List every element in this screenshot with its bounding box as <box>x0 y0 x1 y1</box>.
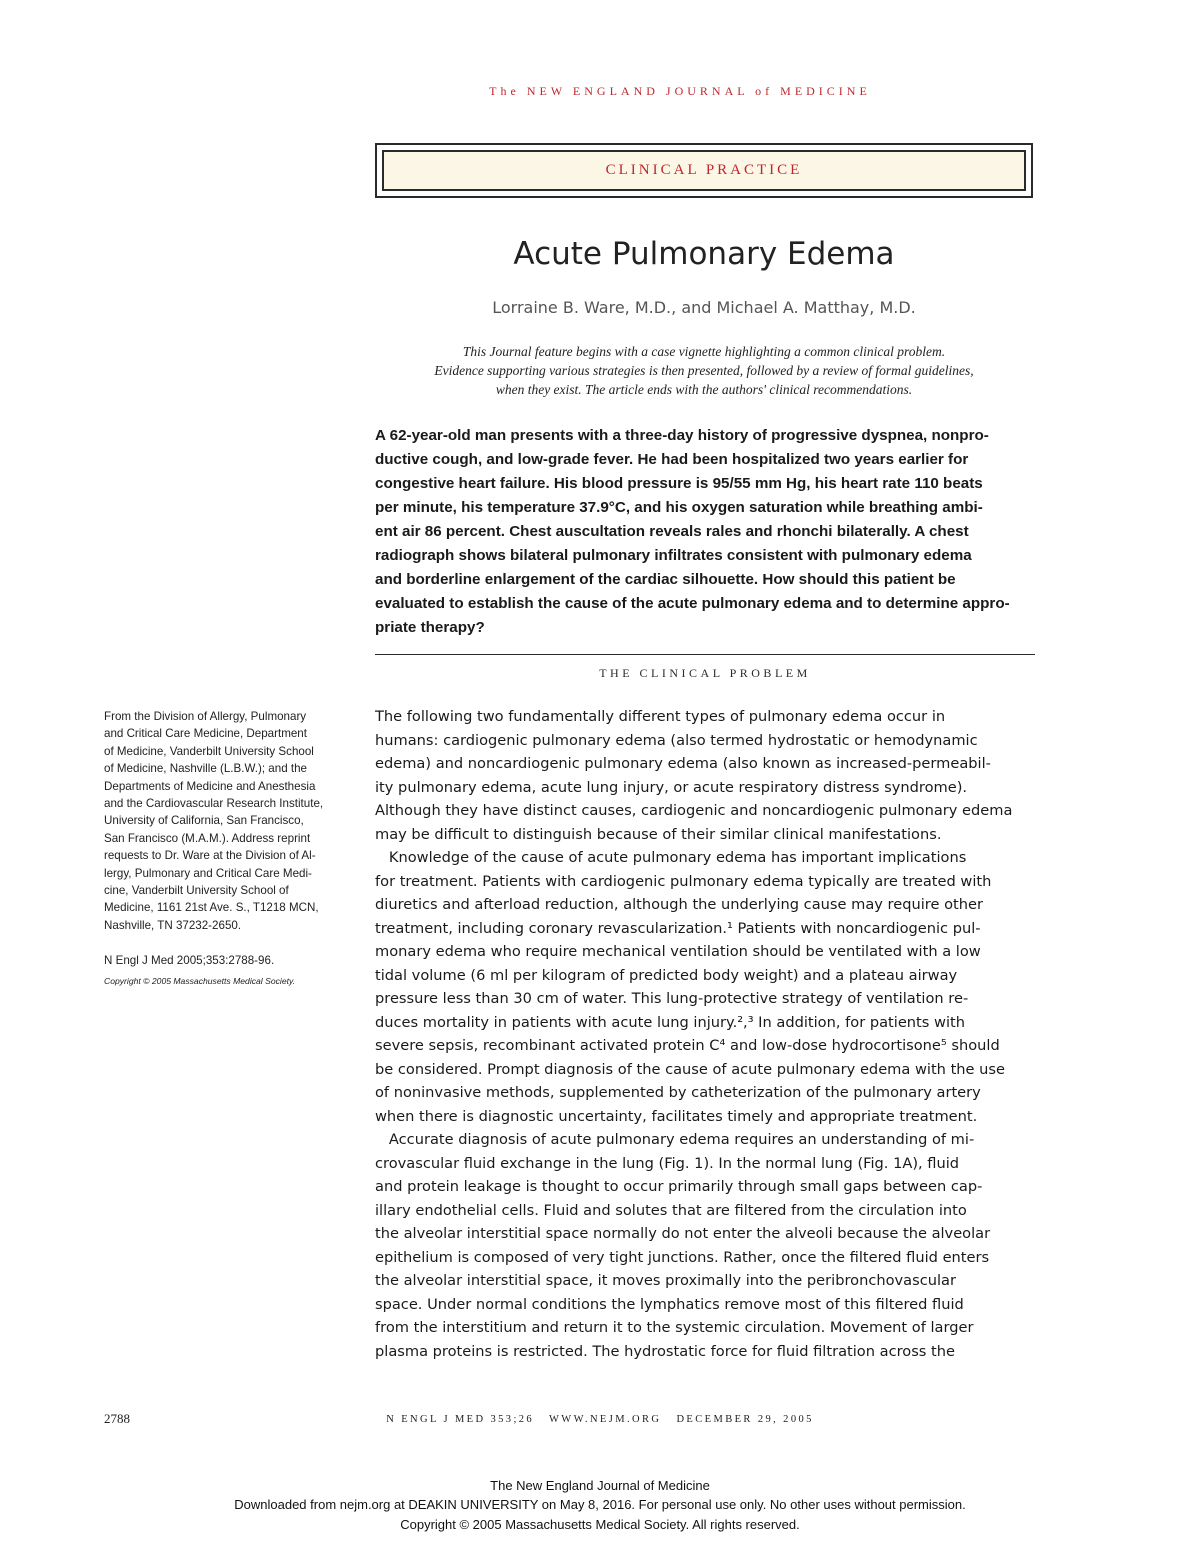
body-line: severe sepsis, recombinant activated protein C⁴ and low-dose hydrocortisone⁵ should <box>375 1037 1000 1054</box>
journal-header <box>0 84 1200 99</box>
body-line: space. Under normal conditions the lymphatics remove most of this filtered fluid <box>375 1295 964 1313</box>
affiliation-line: and the Cardiovascular Research Institute, <box>104 797 324 811</box>
body-line: the alveolar interstitial space, it moves proximally into the peribronchovascular <box>375 1272 956 1289</box>
download-notice: Downloaded from nejm.org at DEAKIN UNIVERSITY on May 8, 2016. For personal use only. No other uses without permission. <box>234 1497 966 1512</box>
affiliation-line: and Critical Care Medicine, Department <box>104 727 307 741</box>
affiliation-line: requests to Dr. Ware at the Division of Al- <box>104 849 316 863</box>
affiliation-line: San Francisco (M.A.M.). Address reprint <box>104 831 311 845</box>
affiliation-line: of Medicine, Nashville (L.B.W.); and the <box>104 762 307 776</box>
section-divider <box>375 654 1035 655</box>
vignette-line: and borderline enlargement of the cardiac silhouette. How should this patient be <box>375 571 956 588</box>
body-line: monary edema who require mechanical ventilation should be ventilated with a low <box>375 943 981 960</box>
intro-line: Evidence supporting various strategies is then presented, followed by a review of formal guidelines, <box>434 363 974 378</box>
vignette-line: per minute, his temperature 37.9°C, and his oxygen saturation while breathing ambi- <box>375 499 983 516</box>
vignette-line: radiograph shows bilateral pulmonary infiltrates consistent with pulmonary edema <box>375 547 972 564</box>
body-line: of noninvasive methods, supplemented by catheterization of the pulmonary artery <box>375 1084 981 1101</box>
body-line: pressure less than 30 cm of water. This lung-protective strategy of ventilation re- <box>375 990 969 1007</box>
feature-intro <box>375 342 1033 399</box>
body-line: The following two fundamentally different types of pulmonary edema occur in <box>375 708 946 725</box>
intro-line: when they exist. The article ends with the authors' clinical recommendations. <box>495 382 913 397</box>
vignette-line: ent air 86 percent. Chest auscultation reveals rales and rhonchi bilaterally. A chest <box>375 523 969 540</box>
subsection-heading: THE CLINICAL PROBLEM <box>599 666 811 680</box>
body-line: humans: cardiogenic pulmonary edema (also termed hydrostatic or hemodynamic <box>375 731 978 749</box>
journal-footer: N ENGL J MED 353;26 WWW.NEJM.ORG DECEMBER 29, 2005 <box>386 1414 814 1425</box>
body-line: illary endothelial cells. Fluid and solutes that are filtered from the circulation into <box>375 1201 967 1219</box>
journal-header-text: The NEW ENGLAND JOURNAL of MEDICINE <box>489 84 871 98</box>
body-line: edema) and noncardiogenic pulmonary edema (also known as increased-permeabil- <box>375 755 991 772</box>
body-line: Knowledge of the cause of acute pulmonary edema has important implications <box>375 849 967 866</box>
body-line: for treatment. Patients with cardiogenic pulmonary edema typically are treated with <box>375 872 992 890</box>
body-text <box>375 705 1035 1363</box>
vignette-line: ductive cough, and low-grade fever. He had been hospitalized two years earlier for <box>375 451 969 468</box>
body-line: crovascular fluid exchange in the lung (Fig. 1). In the normal lung (Fig. 1A), fluid <box>375 1154 960 1172</box>
body-line: may be difficult to distinguish because of their similar clinical manifestations. <box>375 825 942 843</box>
intro-line: This Journal feature begins with a case vignette highlighting a common clinical problem. <box>462 344 946 359</box>
affiliation-line: of Medicine, Vanderbilt University School <box>104 744 314 758</box>
body-line: when there is diagnostic uncertainty, facilitates timely and appropriate treatment. <box>375 1107 978 1125</box>
affiliation-line: Departments of Medicine and Anesthesia <box>104 779 316 793</box>
affiliation-line: From the Division of Allergy, Pulmonary <box>104 710 307 723</box>
vignette-line: A 62-year-old man presents with a three-day history of progressive dyspnea, nonpro- <box>375 427 989 444</box>
affiliation-line: cine, Vanderbilt University School of <box>104 884 289 898</box>
body-line: epithelium is composed of very tight junctions. Rather, once the filtered fluid enters <box>375 1248 990 1266</box>
affiliation-line: Medicine, 1161 21st Ave. S., T1218 MCN, <box>104 901 319 915</box>
body-line: be considered. Prompt diagnosis of the cause of acute pulmonary edema with the use <box>375 1060 1005 1078</box>
affiliation-line: lergy, Pulmonary and Critical Care Medi- <box>104 866 312 880</box>
body-line: from the interstitium and return it to the systemic circulation. Movement of larger <box>375 1319 974 1336</box>
section-banner <box>375 143 1033 198</box>
body-line: ity pulmonary edema, acute lung injury, or acute respiratory distress syndrome). <box>375 778 968 796</box>
body-line: diuretics and afterload reduction, although the underlying cause may require other <box>375 896 983 913</box>
affiliation-line: University of California, San Francisco, <box>104 814 304 828</box>
body-line: and protein leakage is thought to occur primarily through small gaps between cap- <box>375 1178 983 1195</box>
body-line: plasma proteins is restricted. The hydrostatic force for fluid filtration across the <box>375 1342 955 1360</box>
section-banner-inner <box>382 150 1026 191</box>
vignette-line: congestive heart failure. His blood pressure is 95/55 mm Hg, his heart rate 110 beats <box>375 475 983 492</box>
article-title: Acute Pulmonary Edema <box>513 236 895 272</box>
vignette-line: priate therapy? <box>375 619 485 636</box>
page-number: 2788 <box>104 1411 130 1426</box>
authors: Lorraine B. Ware, M.D., and Michael A. Matthay, M.D. <box>492 298 916 317</box>
sidebar-copyright: Copyright © 2005 Massachusetts Medical Society. <box>104 976 296 986</box>
body-line: Although they have distinct causes, cardiogenic and noncardiogenic pulmonary edema <box>375 802 1013 819</box>
download-notice-title: The New England Journal of Medicine <box>490 1478 710 1493</box>
body-line: duces mortality in patients with acute lung injury.²,³ In addition, for patients with <box>375 1013 965 1031</box>
download-copyright: Copyright © 2005 Massachusetts Medical Society. All rights reserved. <box>400 1517 800 1532</box>
case-vignette <box>375 424 1035 640</box>
citation: N Engl J Med 2005;353:2788-96. <box>104 954 275 967</box>
body-line: tidal volume (6 ml per kilogram of predicted body weight) and a plateau airway <box>375 966 958 984</box>
vignette-line: evaluated to establish the cause of the acute pulmonary edema and to determine appro- <box>375 595 1010 612</box>
body-line: Accurate diagnosis of acute pulmonary edema requires an understanding of mi- <box>375 1131 975 1148</box>
body-line: the alveolar interstitial space normally do not enter the alveoli because the alveolar <box>375 1225 991 1242</box>
author-affiliations <box>104 708 360 934</box>
body-line: treatment, including coronary revascularization.¹ Patients with noncardiogenic pul- <box>375 919 981 937</box>
affiliation-line: Nashville, TN 37232-2650. <box>104 918 242 932</box>
section-label: CLINICAL PRACTICE <box>605 162 803 178</box>
